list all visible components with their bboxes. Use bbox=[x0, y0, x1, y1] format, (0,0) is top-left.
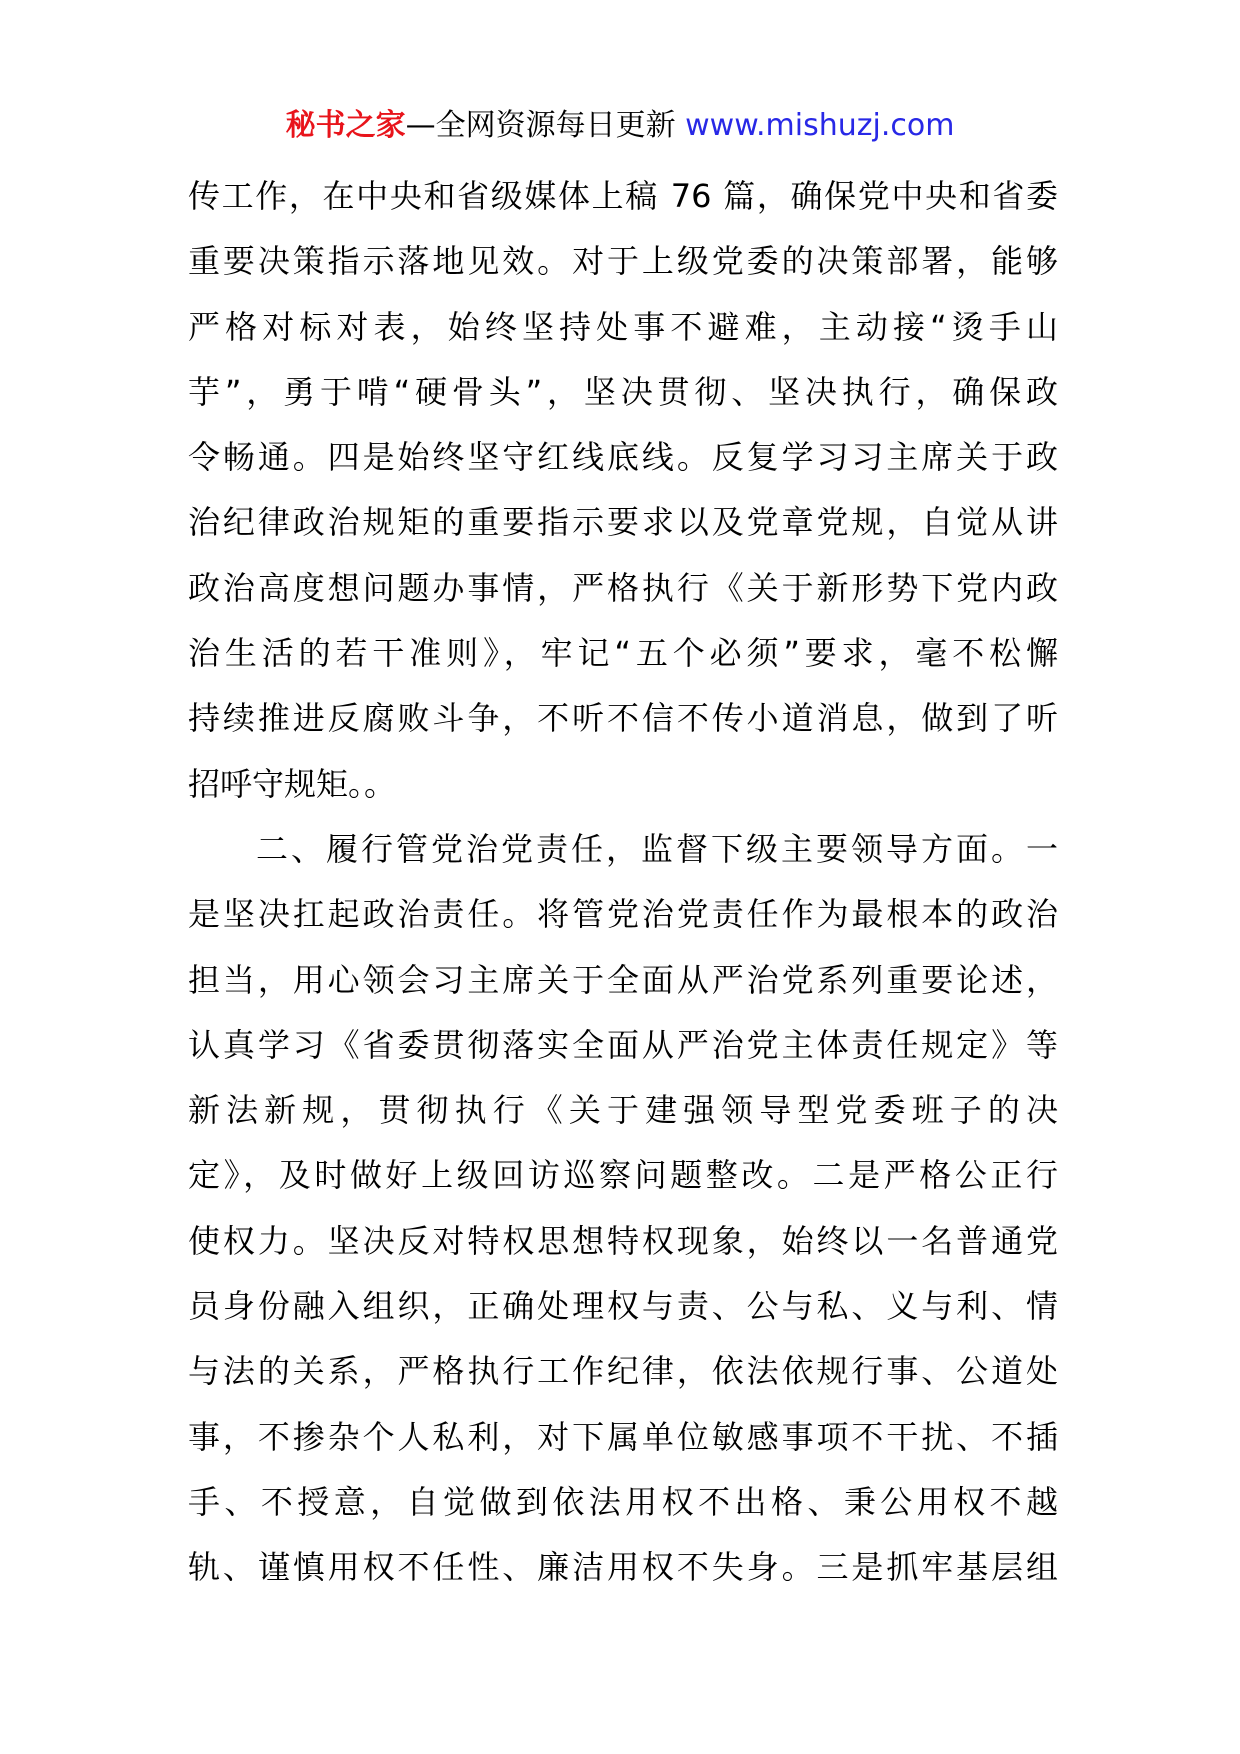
site-tagline: —全网资源每日更新 bbox=[405, 108, 686, 143]
body-line: 手、不授意，自觉做到依法用权不出格、秉公用权不越 bbox=[188, 1482, 1058, 1521]
body-line: 与法的关系，严格执行工作纪律，依法依规行事、公道处 bbox=[188, 1352, 1058, 1391]
body-line: 认真学习《省委贯彻落实全面从严治党主体责任规定》等 bbox=[188, 1025, 1058, 1064]
body-line: 招呼守规矩。。 bbox=[188, 764, 397, 803]
body-line: 重要决策指示落地见效。对于上级党委的决策部署，能够 bbox=[188, 242, 1058, 281]
site-header bbox=[0, 106, 1240, 146]
body-line: 芋”，勇于啃“硬骨头”，坚决贯彻、坚决执行，确保政 bbox=[188, 372, 1058, 411]
body-line: 是坚决扛起政治责任。将管党治党责任作为最根本的政治 bbox=[188, 895, 1058, 934]
body-line: 治纪律政治规矩的重要指示要求以及党章党规，自觉从讲 bbox=[188, 503, 1058, 542]
body-line: 员身份融入组织，正确处理权与责、公与私、义与利、情 bbox=[188, 1287, 1058, 1326]
body-line: 政治高度想问题办事情，严格执行《关于新形势下党内政 bbox=[188, 568, 1058, 607]
body-line: 令畅通。四是始终坚守红线底线。反复学习习主席关于政 bbox=[188, 438, 1058, 477]
body-line: 担当，用心领会习主席关于全面从严治党系列重要论述， bbox=[188, 960, 1058, 999]
section-heading-line: 二、履行管党治党责任，监督下级主要领导方面。一 bbox=[256, 829, 1058, 868]
body-line: 严格对标对表，始终坚持处事不避难，主动接“烫手山 bbox=[188, 307, 1058, 346]
body-line: 定》，及时做好上级回访巡察问题整改。二是严格公正行 bbox=[188, 1156, 1058, 1195]
body-line: 治生活的若干准则》，牢记“五个必须”要求，毫不松懈 bbox=[188, 634, 1058, 673]
document-body bbox=[188, 164, 1058, 1601]
body-line: 新法新规，贯彻执行《关于建强领导型党委班子的决 bbox=[188, 1091, 1058, 1130]
site-url-link[interactable]: www.mishuzj.com bbox=[685, 108, 955, 143]
body-line: 事，不掺杂个人私利，对下属单位敏感事项不干扰、不插 bbox=[188, 1417, 1058, 1456]
body-line: 持续推进反腐败斗争，不听不信不传小道消息，做到了听 bbox=[188, 699, 1058, 738]
body-line: 使权力。坚决反对特权思想特权现象，始终以一名普通党 bbox=[188, 1221, 1058, 1260]
body-line: 轨、谨慎用权不任性、廉洁用权不失身。三是抓牢基层组 bbox=[188, 1548, 1058, 1587]
site-brand: 秘书之家 bbox=[285, 108, 406, 143]
body-line: 传工作，在中央和省级媒体上稿 76 篇，确保党中央和省委 bbox=[188, 177, 1058, 215]
